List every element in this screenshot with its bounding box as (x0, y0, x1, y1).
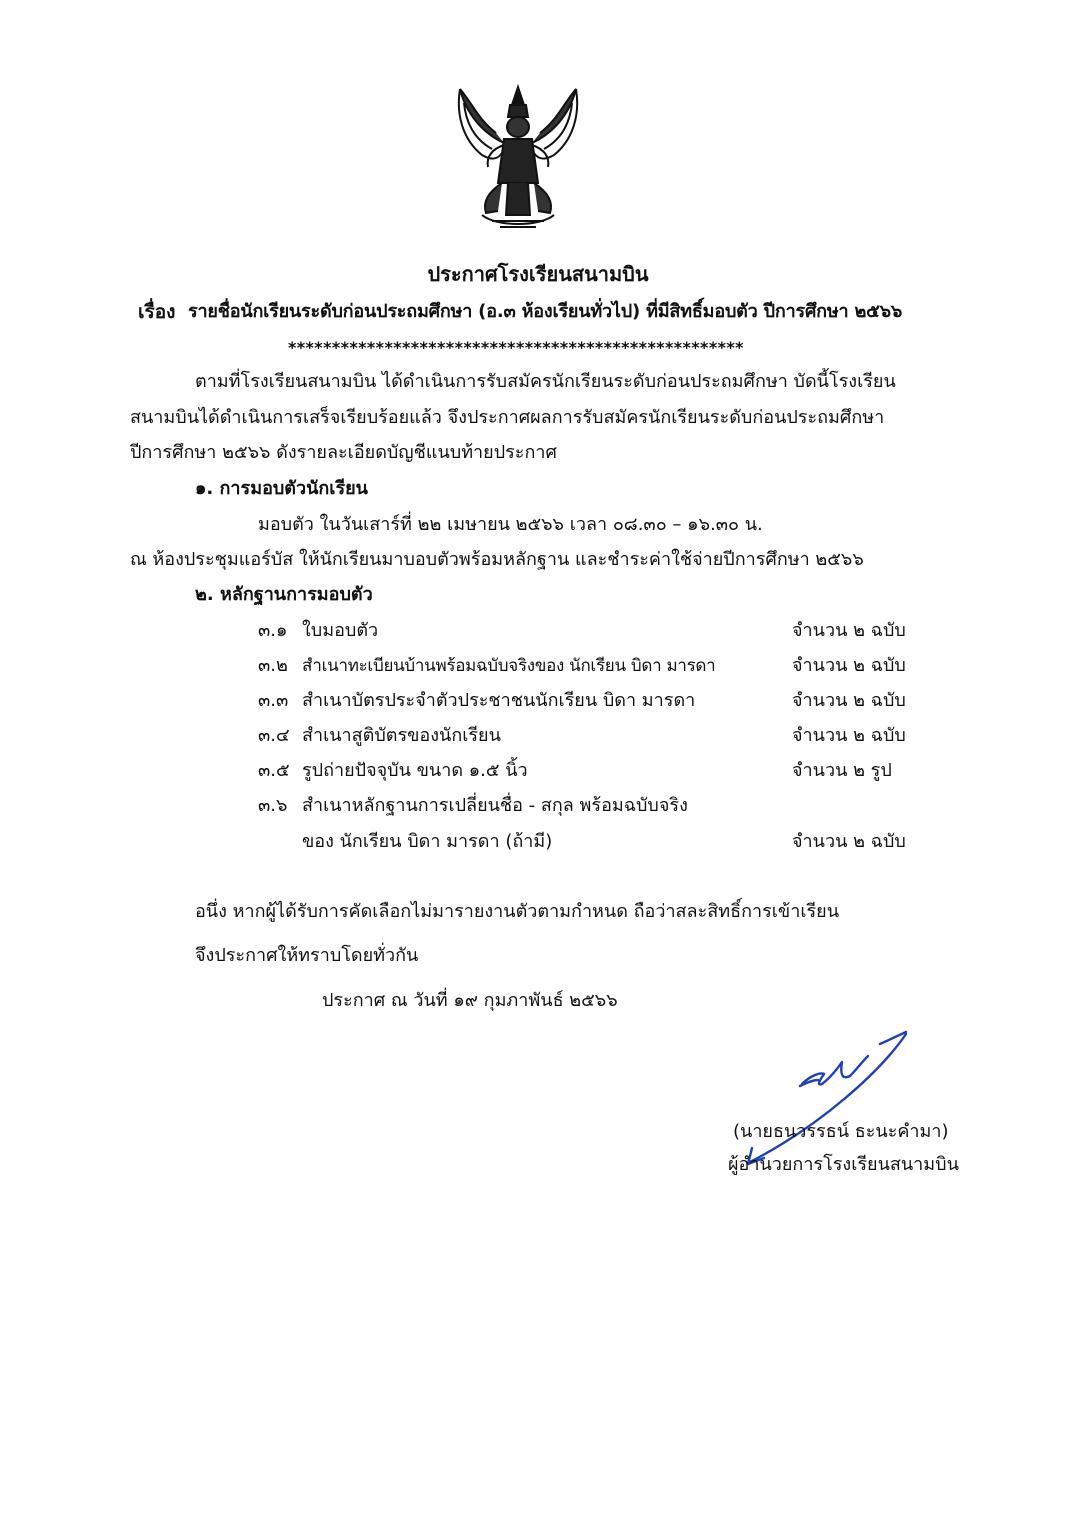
item-number: ๓.๔ (258, 725, 290, 746)
intro-line-3: ปีการศึกษา ๒๕๖๖ ดังรายละเอียดบัญชีแนบท้ายประกาศ (130, 442, 557, 463)
item-quantity: จำนวน ๒ ฉบับ (792, 655, 906, 676)
garuda-emblem-icon (452, 83, 584, 233)
announcement-date: ประกาศ ณ วันที่ ๑๙ กุมภาพันธ์ ๒๕๖๖ (322, 990, 618, 1011)
item-number: ๓.๒ (258, 655, 288, 676)
item-number: ๓.๑ (258, 620, 288, 641)
handwritten-signature (730, 1022, 920, 1172)
divider-asterisks: **************************************************** (288, 338, 744, 357)
item-text: สำเนาหลักฐานการเปลี่ยนชื่อ - สกุล พร้อมฉบับจริง (302, 795, 688, 816)
page-title: ประกาศโรงเรียนสนามบิน (427, 262, 649, 286)
item-quantity: จำนวน ๒ ฉบับ (792, 831, 906, 852)
item-quantity: จำนวน ๒ ฉบับ (792, 620, 906, 641)
item-number: ๓.๖ (258, 795, 288, 816)
item-number: ๓.๕ (258, 760, 290, 781)
item-text: สำเนาสูติบัตรของนักเรียน (302, 725, 501, 746)
intro-line-2: สนามบินได้ดำเนินการเสร็จเรียบร้อยแล้ว จึงประกาศผลการรับสมัครนักเรียนระดับก่อนประถมศึกษา (130, 407, 885, 428)
item-number: ๓.๓ (258, 690, 289, 711)
signatory-name: (นายธนวรรธน์ ธะนะคำมา) (733, 1121, 949, 1142)
section-1-heading: ๑. การมอบตัวนักเรียน (195, 478, 368, 499)
item-text: รูปถ่ายปัจจุบัน ขนาด ๑.๕ นิ้ว (302, 760, 528, 781)
item-quantity: จำนวน ๒ ฉบับ (792, 690, 906, 711)
section-1-line-1: มอบตัว ในวันเสาร์ที่ ๒๒ เมษายน ๒๕๖๖ เวลา ๐๘.๓๐ – ๑๖.๓๐ น. (258, 514, 763, 535)
section-2-heading: ๒. หลักฐานการมอบตัว (195, 584, 373, 605)
note-paragraph: อนึ่ง หากผู้ได้รับการคัดเลือกไม่มารายงานตัวตามกำหนด ถือว่าสละสิทธิ์การเข้าเรียน (195, 901, 839, 922)
subject-text: รายชื่อนักเรียนระดับก่อนประถมศึกษา (อ.๓ ห้องเรียนทั่วไป) ที่มีสิทธิ์มอบตัว ปีการศึกษา ๒๕๖๖ (188, 301, 903, 322)
item-text: สำเนาบัตรประจำตัวประชาชนนักเรียน บิดา มารดา (302, 690, 696, 711)
item-text: สำเนาทะเบียนบ้านพร้อมฉบับจริงของ นักเรียน บิดา มารดา (302, 656, 716, 676)
section-1-line-2: ณ ห้องประชุมแอร์บัส ให้นักเรียนมาบอบตัวพร้อมหลักฐาน และชำระค่าใช้จ่ายปีการศึกษา ๒๕๖๖ (130, 549, 864, 570)
item-text: ใบมอบตัว (302, 620, 379, 641)
closing-statement: จึงประกาศให้ทราบโดยทั่วกัน (195, 945, 419, 966)
subject-label: เรื่อง (138, 301, 176, 323)
intro-line-1: ตามที่โรงเรียนสนามบิน ได้ดำเนินการรับสมัครนักเรียนระดับก่อนประถมศึกษา บัดนี้โรงเรียน (195, 371, 896, 392)
item-text-continued: ของ นักเรียน บิดา มารดา (ถ้ามี) (302, 831, 553, 852)
item-quantity: จำนวน ๒ ฉบับ (792, 725, 906, 746)
item-quantity: จำนวน ๒ รูป (792, 760, 892, 781)
signatory-position: ผู้อำนวยการโรงเรียนสนามบิน (728, 1154, 959, 1175)
